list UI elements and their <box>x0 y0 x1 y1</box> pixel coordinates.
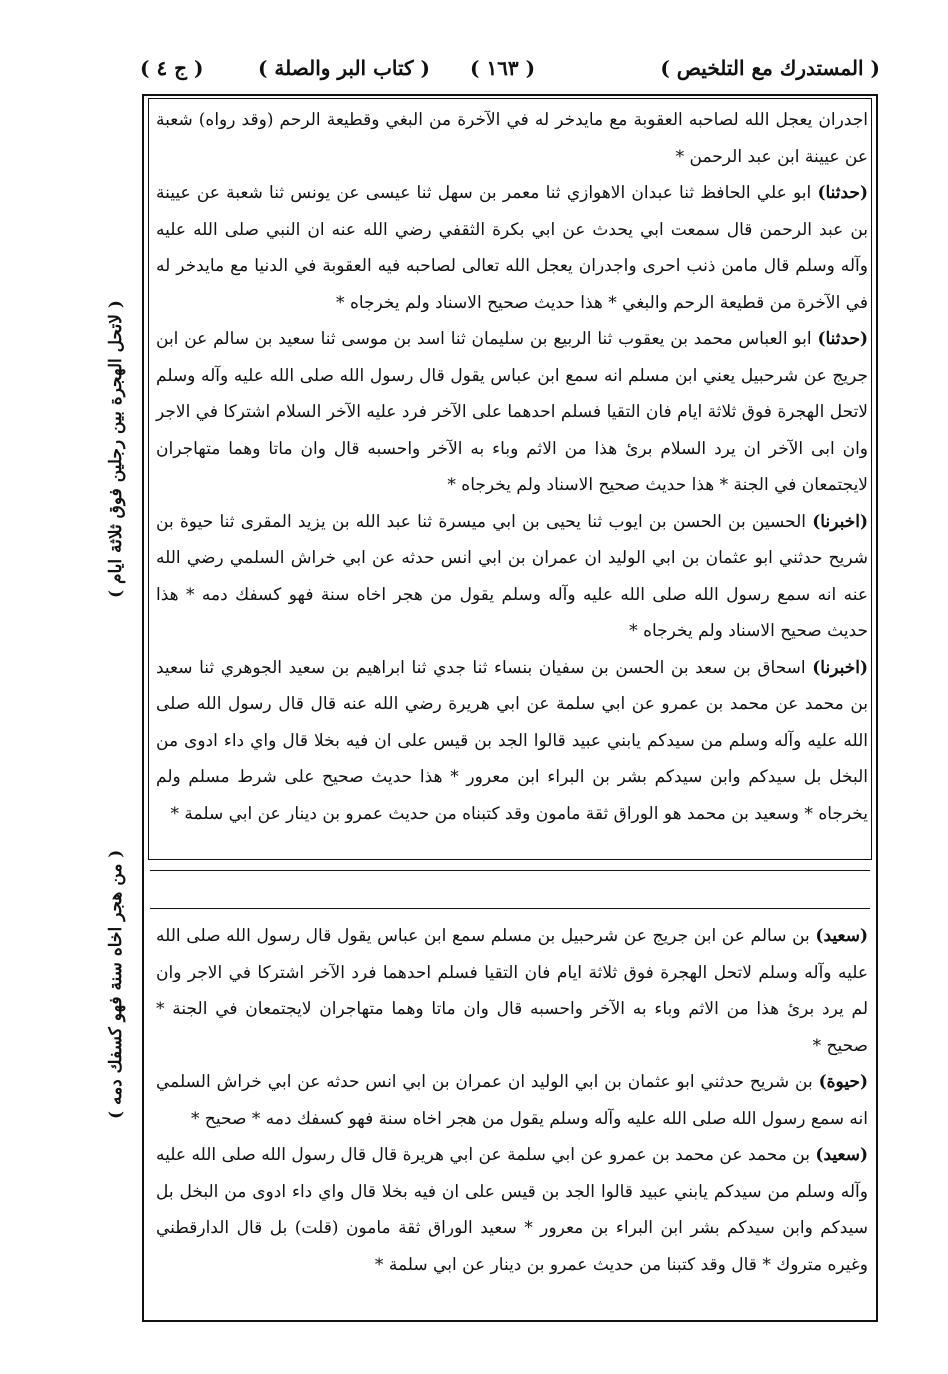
summary-paragraph: (حيوة) بن شريح حدثني ابو عثمان بن ابي الوليد ان عمران بن ابي انس حدثه عن ابي خراش السلمي انه سمع رسول الله صلى الله عليه وآله وسلم يقول من هجر اخاه سنة فهو كسفك دمه * صحيح * <box>156 1072 869 1129</box>
page-header <box>140 52 880 92</box>
narrator-marker: (سعيد) <box>815 1145 868 1165</box>
narrator-marker: (سعيد) <box>815 926 869 946</box>
page-number: ( ١٦٣ ) <box>470 56 536 80</box>
summary-paragraph: (سعيد) بن سالم عن ابن جريج عن شرحبيل بن مسلم سمع ابن عباس يقول قال رسول الله صلى الله عليه وآله وسلم لاتحل الهجرة فوق ثلاثة ايام فان التقيا فسلم احدهما فرد الآخر اشتركا في الاجر وان لم يرد برئ هذا من الاثم وباء به الآخر واحسبه قال وان ماتا وهما متهاجران لايجتمعان في الجنة * صحيح * <box>156 926 869 1056</box>
paragraph: (اخبرنا) اسحاق بن سعد بن الحسن بن سفيان بنساء ثنا جدي ثنا ابراهيم بن سعيد الجوهري ثنا سعيد بن محمد عن محمد بن عمرو عن ابي سلمة عن ابي هريرة رضي الله عنه قال قال رسول الله صلى الله عليه وآله وسلم من سيدكم يابني عبيد قالوا الجد بن قيس على ان فيه بخلا قال واي داء ادوى من البخل بل سيدكم وابن سيدكم بشر بن البراء ابن معرور * هذا حديث صحيح على شرط مسلم ولم يخرجاه * وسعيد بن محمد هو الوراق ثقة مامون وقد كتبناه من حديث عمرو بن دينار عن ابي سلمة * <box>156 657 868 824</box>
margin-note-1: ( لاتحل الهجرة بين رجلين فوق ثلاثة ايام ) <box>106 300 126 598</box>
divider-top <box>150 870 870 871</box>
chapter-title: ( كتاب البر والصلة ) <box>258 56 430 80</box>
main-text <box>156 102 868 832</box>
divider-bottom <box>150 908 870 909</box>
narration-marker: (اخبرنا) <box>812 511 869 532</box>
paragraph: اجدران يعجل الله لصاحبه العقوبة مع مايدخر له في الآخرة من البغي وقطيعة الرحم (وقد رواه) شعبة عن عيينة ابن عبد الرحمن * <box>156 110 868 167</box>
narration-marker: (حدثنا) <box>817 329 868 349</box>
narrator-marker: (حيوة) <box>818 1072 869 1092</box>
volume-number: ( ج ٤ ) <box>140 56 204 80</box>
narration-marker: (حدثنا) <box>817 183 868 203</box>
paragraph: (اخبرنا) الحسين بن الحسن بن ايوب ثنا يحيى بن ابي ميسرة ثنا عبد الله بن يزيد المقرى ثنا حيوة بن شريح حدثني ابو عثمان بن ابي الوليد ان عمران بن ابي انس حدثه عن ابي خراش السلمي رضي الله عنه انه سمع رسول الله صلى الله عليه وآله وسلم يقول من هجر اخاه سنة فهو كسفك دمه * هذا حديث صحيح الاسناد ولم يخرجاه * <box>156 511 869 641</box>
narration-marker: (اخبرنا) <box>812 657 868 678</box>
summary-text <box>156 918 868 1283</box>
paragraph: (حدثنا) ابو علي الحافظ ثنا عبدان الاهوازي ثنا معمر بن سهل ثنا عيسى عن يونس ثنا شعبة عن عيينة بن عبد الرحمن قال سمعت ابي يحدث عن ابي بكرة الثقفي رضي الله عنه ان النبي صلى الله عليه وآله وسلم قال مامن ذنب احرى واجدران يعجل الله تعالى لصاحبه فيه العقوبة في الدنيا مع مايدخر له في الآخرة من قطيعة الرحم والبغي * هذا حديث صحيح الاسناد ولم يخرجاه * <box>156 183 868 313</box>
book-title: ( المستدرك مع التلخيص ) <box>660 56 880 80</box>
margin-note-2: ( من هجر اخاه سنة فهو كسفك دمه ) <box>106 850 126 1120</box>
summary-paragraph: (سعيد) بن محمد عن محمد بن عمرو عن ابي سلمة عن ابي هريرة قال قال رسول الله صلى الله عليه وآله وسلم من سيدكم يابني عبيد قالوا الجد بن قيس على ان فيه بخلا قال واي داء ادوى من البخل بل سيدكم وابن سيدكم بشر ابن البراء بن معرور * سعيد الوراق ثقة مامون (قلت) بل قال الدارقطني وغيره متروك * قال وقد كتبنا من حديث عمرو بن دينار عن ابي سلمة * <box>156 1145 868 1275</box>
paragraph: (حدثنا) ابو العباس محمد بن يعقوب ثنا الربيع بن سليمان ثنا اسد بن موسى ثنا سعيد بن سالم عن ابن جريج عن شرحبيل يعني ابن مسلم انه سمع ابن عباس يقول قال رسول الله صلى الله عليه وآله وسلم لاتحل الهجرة فوق ثلاثة ايام فان التقيا فسلم احدهما على الآخر فرد عليه الآخر السلام اشتركا في الاجر وان ابى الآخر ان يرد السلام برئ هذا من الاثم وباء به الآخر واحسبه قال وان ماتا وهما متهاجران لايجتمعان في الجنة * هذا حديث صحيح الاسناد ولم يخرجاه * <box>156 329 868 495</box>
